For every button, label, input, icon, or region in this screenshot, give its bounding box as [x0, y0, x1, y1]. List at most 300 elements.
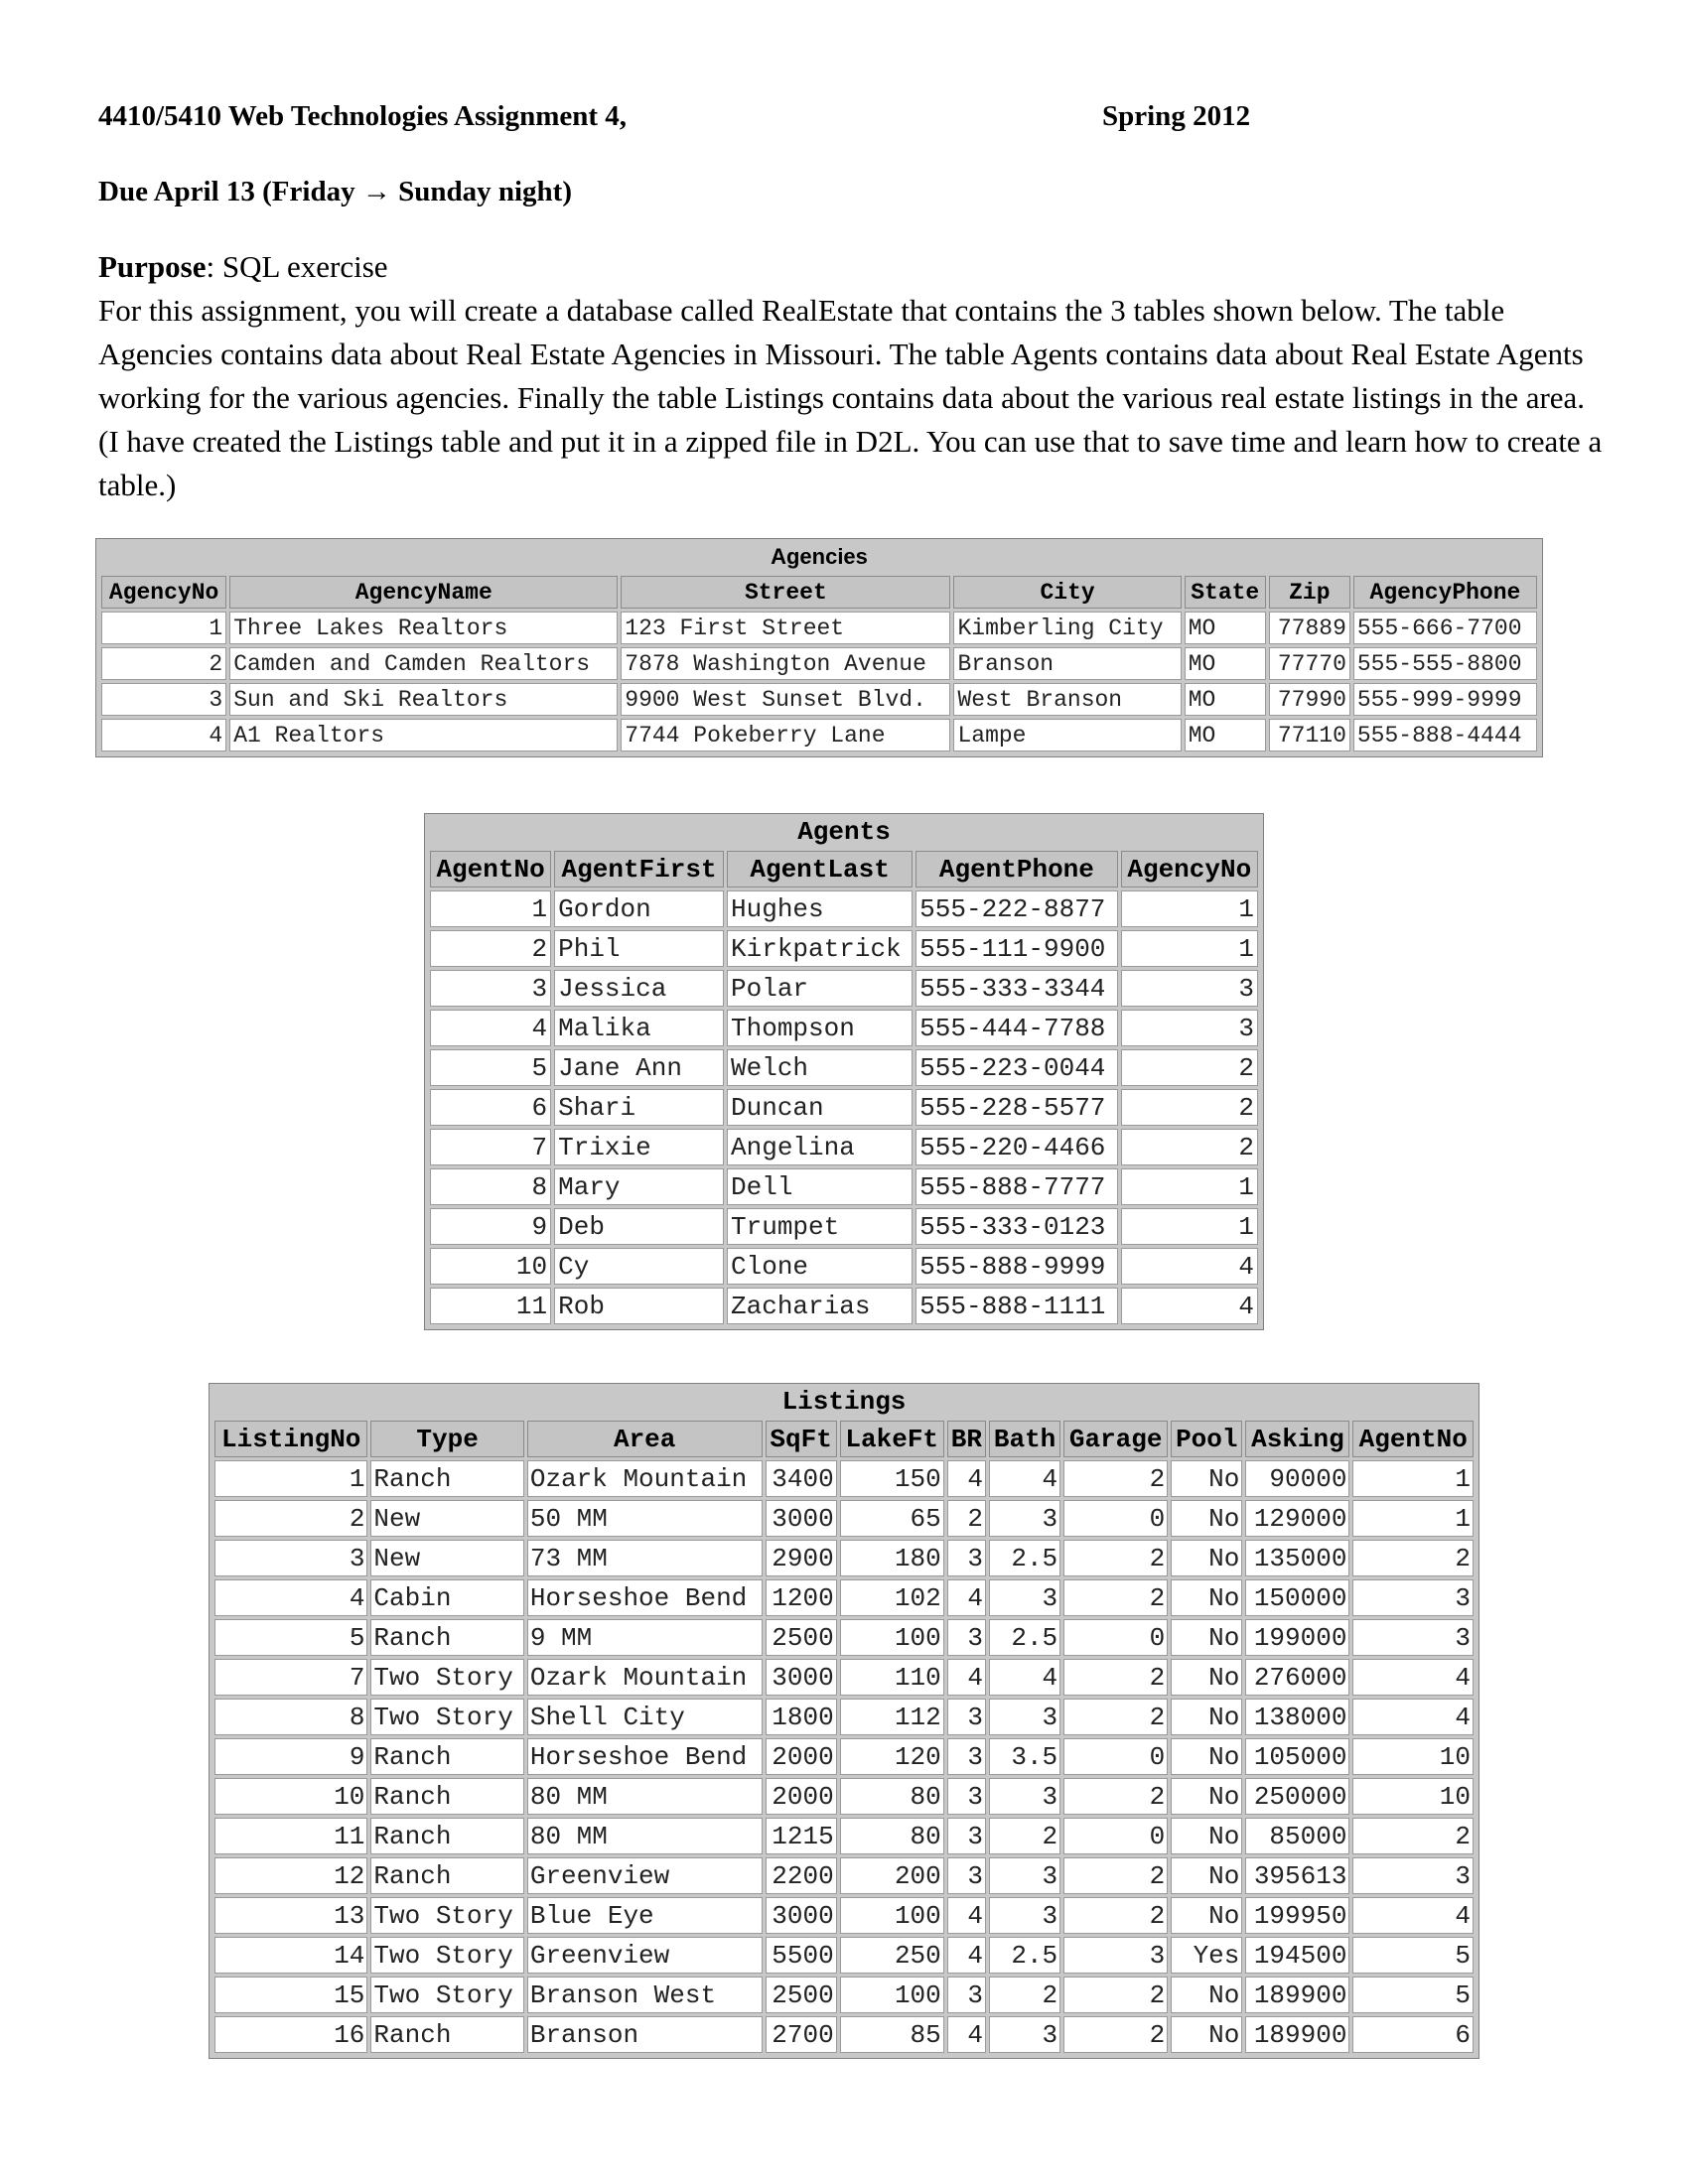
semester-label: Spring 2012 [1102, 100, 1251, 132]
agencies-cell: Three Lakes Realtors [229, 612, 618, 644]
agents-column-header: AgentFirst [554, 851, 724, 887]
listings-cell: 129000 [1245, 1500, 1349, 1537]
listings-cell: 7 [214, 1659, 367, 1696]
agents-cell: Jessica [554, 970, 724, 1007]
listings-cell: 1 [1352, 1500, 1474, 1537]
agencies-column-header: AgencyPhone [1353, 576, 1537, 609]
listings-row [214, 1977, 1474, 2013]
listings-cell: Horseshoe Bend [527, 1738, 763, 1775]
agents-cell: 2 [1121, 1049, 1258, 1086]
agents-cell: 1 [1121, 930, 1258, 967]
agencies-cell: MO [1185, 719, 1266, 751]
listings-cell: Two Story [370, 1897, 523, 1934]
listings-cell: 189900 [1245, 1977, 1349, 2013]
listings-cell: 80 [840, 1818, 944, 1854]
listings-cell: 5 [1352, 1937, 1474, 1974]
listings-cell: No [1171, 1460, 1242, 1497]
agencies-column-header: Street [621, 576, 950, 609]
listings-cell: 85 [840, 2016, 944, 2053]
listings-cell: Horseshoe Bend [527, 1579, 763, 1616]
agents-cell: 4 [1121, 1288, 1258, 1324]
listings-cell: 250 [840, 1937, 944, 1974]
listings-cell: 4 [1352, 1659, 1474, 1696]
agencies-row [101, 612, 1537, 644]
agents-cell: 555-444-7788 [915, 1010, 1117, 1046]
listings-row [214, 1857, 1474, 1894]
listings-cell: 199000 [1245, 1619, 1349, 1656]
listings-column-header: Pool [1171, 1421, 1242, 1457]
listings-column-header: Garage [1063, 1421, 1168, 1457]
listings-cell: 2.5 [989, 1619, 1060, 1656]
agencies-cell: 4 [101, 719, 226, 751]
listings-cell: 2 [1063, 1857, 1168, 1894]
listings-cell: 2700 [766, 2016, 837, 2053]
listings-cell: 3 [947, 1778, 986, 1815]
listings-cell: 189900 [1245, 2016, 1349, 2053]
listings-cell: No [1171, 1778, 1242, 1815]
listings-cell: 0 [1063, 1818, 1168, 1854]
listings-cell: 3000 [766, 1659, 837, 1696]
listings-cell: 2 [1063, 1977, 1168, 2013]
listings-cell: 150 [840, 1460, 944, 1497]
listings-cell: 0 [1063, 1500, 1168, 1537]
listings-cell: 3 [1352, 1857, 1474, 1894]
agencies-cell: MO [1185, 612, 1266, 644]
listings-cell: 65 [840, 1500, 944, 1537]
listings-cell: Two Story [370, 1659, 523, 1696]
listings-cell: 12 [214, 1857, 367, 1894]
agents-cell: Hughes [727, 890, 913, 927]
agencies-cell: Sun and Ski Realtors [229, 683, 618, 716]
agents-cell: Welch [727, 1049, 913, 1086]
listings-cell: 1215 [766, 1818, 837, 1854]
listings-cell: Shell City [527, 1699, 763, 1735]
agencies-table [98, 573, 1540, 754]
listings-cell: 135000 [1245, 1540, 1349, 1576]
agents-cell: 555-222-8877 [915, 890, 1117, 927]
listings-cell: No [1171, 1540, 1242, 1576]
listings-cell: 3 [947, 1818, 986, 1854]
agents-cell: Gordon [554, 890, 724, 927]
agents-cell: Trumpet [727, 1208, 913, 1245]
listings-cell: No [1171, 1699, 1242, 1735]
agencies-table-block [95, 538, 1543, 757]
agencies-caption: Agencies [771, 544, 868, 569]
agents-cell: 2 [1121, 1129, 1258, 1165]
listings-column-header: SqFt [766, 1421, 837, 1457]
listings-column-header: Asking [1245, 1421, 1349, 1457]
listings-cell: 10 [1352, 1738, 1474, 1775]
listings-cell: 3 [989, 1500, 1060, 1537]
listings-cell: Ranch [370, 2016, 523, 2053]
listings-cell: 102 [840, 1579, 944, 1616]
agents-cell: Duncan [727, 1089, 913, 1126]
listings-column-header: AgentNo [1352, 1421, 1474, 1457]
agencies-cell: West Branson [953, 683, 1181, 716]
listings-cell: 15 [214, 1977, 367, 2013]
agents-cell: Zacharias [727, 1288, 913, 1324]
listings-row [214, 2016, 1474, 2053]
listings-cell: New [370, 1540, 523, 1576]
listings-cell: 3 [1063, 1937, 1168, 1974]
agents-caption: Agents [797, 817, 891, 847]
agencies-cell: Branson [953, 647, 1181, 680]
agencies-cell: MO [1185, 647, 1266, 680]
agents-column-header: AgentNo [430, 851, 551, 887]
listings-cell: 4 [947, 2016, 986, 2053]
agents-row [430, 1168, 1258, 1205]
listings-cell: 2 [1063, 1897, 1168, 1934]
listings-cell: 4 [989, 1659, 1060, 1696]
agencies-cell: 1 [101, 612, 226, 644]
listings-cell: 2 [1063, 2016, 1168, 2053]
agents-cell: 555-333-3344 [915, 970, 1117, 1007]
listings-cell: 3400 [766, 1460, 837, 1497]
listings-cell: Ranch [370, 1619, 523, 1656]
agencies-row [101, 683, 1537, 716]
listings-cell: Ranch [370, 1778, 523, 1815]
listings-cell: 4 [947, 1937, 986, 1974]
agents-column-header: AgentPhone [915, 851, 1117, 887]
listings-cell: 100 [840, 1619, 944, 1656]
listings-cell: Blue Eye [527, 1897, 763, 1934]
agents-cell: Polar [727, 970, 913, 1007]
agencies-column-header: Zip [1269, 576, 1350, 609]
listings-cell: 2 [989, 1977, 1060, 2013]
agencies-cell: 77770 [1269, 647, 1350, 680]
agencies-row [101, 647, 1537, 680]
agents-cell: 6 [430, 1089, 551, 1126]
listings-cell: Branson West [527, 1977, 763, 2013]
agents-cell: 3 [1121, 1010, 1258, 1046]
agencies-cell: 555-555-8800 [1353, 647, 1537, 680]
agents-table [427, 848, 1261, 1327]
listings-cell: Two Story [370, 1699, 523, 1735]
listings-cell: 2000 [766, 1778, 837, 1815]
listings-cell: 90000 [1245, 1460, 1349, 1497]
listings-cell: 0 [1063, 1738, 1168, 1775]
agents-row [430, 1288, 1258, 1324]
listings-table-block [209, 1383, 1479, 2059]
listings-cell: 3 [1352, 1579, 1474, 1616]
listings-cell: 1200 [766, 1579, 837, 1616]
listings-cell: 2900 [766, 1540, 837, 1576]
agents-cell: Dell [727, 1168, 913, 1205]
agencies-column-header: City [953, 576, 1181, 609]
listings-cell: Greenview [527, 1857, 763, 1894]
agencies-cell: 77110 [1269, 719, 1350, 751]
listings-cell: 180 [840, 1540, 944, 1576]
listings-cell: 2.5 [989, 1540, 1060, 1576]
listings-cell: Two Story [370, 1977, 523, 2013]
listings-cell: 105000 [1245, 1738, 1349, 1775]
listings-cell: Yes [1171, 1937, 1242, 1974]
agents-cell: 2 [1121, 1089, 1258, 1126]
listings-cell: 3 [989, 1897, 1060, 1934]
listings-cell: 80 [840, 1778, 944, 1815]
listings-cell: 276000 [1245, 1659, 1349, 1696]
agencies-cell: 123 First Street [621, 612, 950, 644]
agents-cell: 7 [430, 1129, 551, 1165]
listings-row [214, 1897, 1474, 1934]
agents-cell: 1 [430, 890, 551, 927]
agents-cell: 555-220-4466 [915, 1129, 1117, 1165]
agents-cell: 555-333-0123 [915, 1208, 1117, 1245]
agencies-cell: 555-888-4444 [1353, 719, 1537, 751]
listings-column-header: Area [527, 1421, 763, 1457]
listings-cell: 14 [214, 1937, 367, 1974]
agents-cell: Deb [554, 1208, 724, 1245]
agencies-cell: 3 [101, 683, 226, 716]
intro-paragraph: For this assignment, you will create a database called RealEstate that contains the 3 tables shown below. The table Agencies contains data about Real Estate Agencies in Missouri. The table Agents contains data about Real Estate Agents working for the various agencies. Finally the table Listings contains data about the various real estate listings in the area. (I have created the Listings table and put it in a zipped file in D2L. You can use that to save time and learn how to create a table.) [98, 293, 1603, 502]
purpose-label: Purpose [98, 249, 207, 284]
listings-cell: 3 [1352, 1619, 1474, 1656]
agents-cell: 1 [1121, 890, 1258, 927]
listings-cell: Ozark Mountain [527, 1460, 763, 1497]
listings-cell: 2 [1063, 1778, 1168, 1815]
listings-cell: Greenview [527, 1937, 763, 1974]
listings-cell: Two Story [370, 1937, 523, 1974]
listings-cell: 120 [840, 1738, 944, 1775]
agents-cell: 4 [430, 1010, 551, 1046]
agents-cell: Jane Ann [554, 1049, 724, 1086]
agents-cell: 10 [430, 1248, 551, 1285]
listings-cell: 8 [214, 1699, 367, 1735]
agents-row [430, 890, 1258, 927]
agents-cell: 1 [1121, 1168, 1258, 1205]
listings-cell: 13 [214, 1897, 367, 1934]
listings-cell: 6 [1352, 2016, 1474, 2053]
agents-cell: Kirkpatrick [727, 930, 913, 967]
listings-cell: 4 [947, 1897, 986, 1934]
listings-cell: 2000 [766, 1738, 837, 1775]
listings-column-header: Bath [989, 1421, 1060, 1457]
listings-row [214, 1818, 1474, 1854]
agencies-cell: MO [1185, 683, 1266, 716]
agents-row [430, 1010, 1258, 1046]
agencies-row [101, 719, 1537, 751]
listings-cell: Ranch [370, 1460, 523, 1497]
agents-cell: 3 [430, 970, 551, 1007]
listings-cell: 3 [947, 1540, 986, 1576]
listings-cell: 3 [947, 1977, 986, 2013]
listings-cell: 3 [947, 1619, 986, 1656]
agents-cell: 555-223-0044 [915, 1049, 1117, 1086]
listings-cell: 199950 [1245, 1897, 1349, 1934]
listings-cell: No [1171, 1857, 1242, 1894]
agents-cell: 555-888-1111 [915, 1288, 1117, 1324]
listings-cell: 3 [989, 1857, 1060, 1894]
listings-cell: No [1171, 1738, 1242, 1775]
agents-cell: 555-111-9900 [915, 930, 1117, 967]
listings-cell: Ranch [370, 1857, 523, 1894]
listings-cell: 85000 [1245, 1818, 1349, 1854]
listings-cell: No [1171, 1818, 1242, 1854]
listings-row [214, 1659, 1474, 1696]
agents-cell: 555-228-5577 [915, 1089, 1117, 1126]
listings-cell: 10 [214, 1778, 367, 1815]
listings-cell: 3 [947, 1857, 986, 1894]
agents-cell: Thompson [727, 1010, 913, 1046]
listings-column-header: LakeFt [840, 1421, 944, 1457]
listings-row [214, 1460, 1474, 1497]
listings-cell: 250000 [1245, 1778, 1349, 1815]
agents-cell: Shari [554, 1089, 724, 1126]
agents-row [430, 1208, 1258, 1245]
listings-column-header: BR [947, 1421, 986, 1457]
agents-row [430, 1129, 1258, 1165]
listings-cell: 3 [214, 1540, 367, 1576]
listings-cell: 2 [1063, 1460, 1168, 1497]
listings-row [214, 1540, 1474, 1576]
listings-cell: 3000 [766, 1897, 837, 1934]
listings-row [214, 1778, 1474, 1815]
agents-cell: 11 [430, 1288, 551, 1324]
listings-cell: 10 [1352, 1778, 1474, 1815]
listings-cell: 4 [947, 1460, 986, 1497]
listings-cell: 3.5 [989, 1738, 1060, 1775]
agents-cell: Cy [554, 1248, 724, 1285]
listings-cell: 2500 [766, 1977, 837, 2013]
listings-cell: No [1171, 2016, 1242, 2053]
listings-cell: 2 [1352, 1540, 1474, 1576]
listings-cell: 395613 [1245, 1857, 1349, 1894]
agencies-cell: Camden and Camden Realtors [229, 647, 618, 680]
agents-cell: Trixie [554, 1129, 724, 1165]
agents-row [430, 1049, 1258, 1086]
listings-cell: 3 [989, 1579, 1060, 1616]
listings-cell: 1 [214, 1460, 367, 1497]
listings-cell: No [1171, 1579, 1242, 1616]
listings-row [214, 1619, 1474, 1656]
listings-cell: No [1171, 1619, 1242, 1656]
listings-cell: 4 [214, 1579, 367, 1616]
listings-cell: 110 [840, 1659, 944, 1696]
listings-cell: Ozark Mountain [527, 1659, 763, 1696]
listings-cell: 80 MM [527, 1818, 763, 1854]
listings-column-header: ListingNo [214, 1421, 367, 1457]
listings-row [214, 1699, 1474, 1735]
listings-cell: 5 [214, 1619, 367, 1656]
listings-cell: 194500 [1245, 1937, 1349, 1974]
listings-cell: 4 [947, 1659, 986, 1696]
listings-cell: 2 [1352, 1818, 1474, 1854]
listings-cell: 3 [947, 1699, 986, 1735]
listings-table [211, 1418, 1477, 2056]
listings-cell: 2.5 [989, 1937, 1060, 1974]
agents-row [430, 930, 1258, 967]
agents-table-block [424, 813, 1264, 1330]
listings-cell: Ranch [370, 1818, 523, 1854]
listings-cell: Branson [527, 2016, 763, 2053]
listings-row [214, 1937, 1474, 1974]
listings-row [214, 1579, 1474, 1616]
listings-cell: Cabin [370, 1579, 523, 1616]
agents-cell: Angelina [727, 1129, 913, 1165]
agents-cell: 2 [430, 930, 551, 967]
listings-row [214, 1500, 1474, 1537]
listings-cell: 9 [214, 1738, 367, 1775]
listings-cell: 2 [214, 1500, 367, 1537]
listings-cell: 4 [989, 1460, 1060, 1497]
listings-cell: 2 [989, 1818, 1060, 1854]
listings-cell: New [370, 1500, 523, 1537]
agents-cell: 1 [1121, 1208, 1258, 1245]
agencies-cell: 77990 [1269, 683, 1350, 716]
listings-cell: 2 [947, 1500, 986, 1537]
listings-cell: Ranch [370, 1738, 523, 1775]
listings-cell: 3000 [766, 1500, 837, 1537]
purpose-line [98, 249, 388, 285]
agents-cell: Phil [554, 930, 724, 967]
listings-cell: 3 [989, 1699, 1060, 1735]
agents-cell: Clone [727, 1248, 913, 1285]
agents-cell: Mary [554, 1168, 724, 1205]
agencies-column-header: State [1185, 576, 1266, 609]
agencies-cell: 77889 [1269, 612, 1350, 644]
listings-cell: 5 [1352, 1977, 1474, 2013]
agencies-column-header: AgencyName [229, 576, 618, 609]
agents-cell: 555-888-9999 [915, 1248, 1117, 1285]
listings-cell: 138000 [1245, 1699, 1349, 1735]
listings-cell: 50 MM [527, 1500, 763, 1537]
listings-cell: No [1171, 1977, 1242, 2013]
agencies-column-header: AgencyNo [101, 576, 226, 609]
agencies-cell: 555-666-7700 [1353, 612, 1537, 644]
agencies-cell: 2 [101, 647, 226, 680]
agencies-cell: 9900 West Sunset Blvd. [621, 683, 950, 716]
listings-cell: 3 [989, 2016, 1060, 2053]
listings-cell: No [1171, 1659, 1242, 1696]
listings-cell: 2 [1063, 1579, 1168, 1616]
agents-column-header: AgentLast [727, 851, 913, 887]
agents-row [430, 970, 1258, 1007]
listings-cell: 5500 [766, 1937, 837, 1974]
listings-cell: 1 [1352, 1460, 1474, 1497]
listings-cell: 150000 [1245, 1579, 1349, 1616]
listings-cell: 73 MM [527, 1540, 763, 1576]
agents-column-header: AgencyNo [1121, 851, 1258, 887]
listings-cell: No [1171, 1500, 1242, 1537]
listings-cell: 16 [214, 2016, 367, 2053]
agents-cell: Malika [554, 1010, 724, 1046]
purpose-text: : SQL exercise [206, 249, 388, 284]
agents-row [430, 1089, 1258, 1126]
listings-row [214, 1738, 1474, 1775]
listings-cell: 200 [840, 1857, 944, 1894]
listings-cell: 2200 [766, 1857, 837, 1894]
listings-cell: 2 [1063, 1699, 1168, 1735]
assignment-title: 4410/5410 Web Technologies Assignment 4, [98, 100, 628, 132]
agencies-cell: Lampe [953, 719, 1181, 751]
agents-cell: 555-888-7777 [915, 1168, 1117, 1205]
agents-cell: 8 [430, 1168, 551, 1205]
agents-cell: 5 [430, 1049, 551, 1086]
listings-cell: No [1171, 1897, 1242, 1934]
agencies-cell: 555-999-9999 [1353, 683, 1537, 716]
listings-cell: 0 [1063, 1619, 1168, 1656]
listings-column-header: Type [370, 1421, 523, 1457]
agencies-cell: A1 Realtors [229, 719, 618, 751]
agencies-cell: 7878 Washington Avenue [621, 647, 950, 680]
due-date-line: Due April 13 (Friday → Sunday night) [98, 176, 572, 207]
agencies-cell: Kimberling City [953, 612, 1181, 644]
listings-cell: 80 MM [527, 1778, 763, 1815]
listings-cell: 100 [840, 1977, 944, 2013]
listings-cell: 3 [989, 1778, 1060, 1815]
listings-cell: 112 [840, 1699, 944, 1735]
listings-cell: 4 [947, 1579, 986, 1616]
